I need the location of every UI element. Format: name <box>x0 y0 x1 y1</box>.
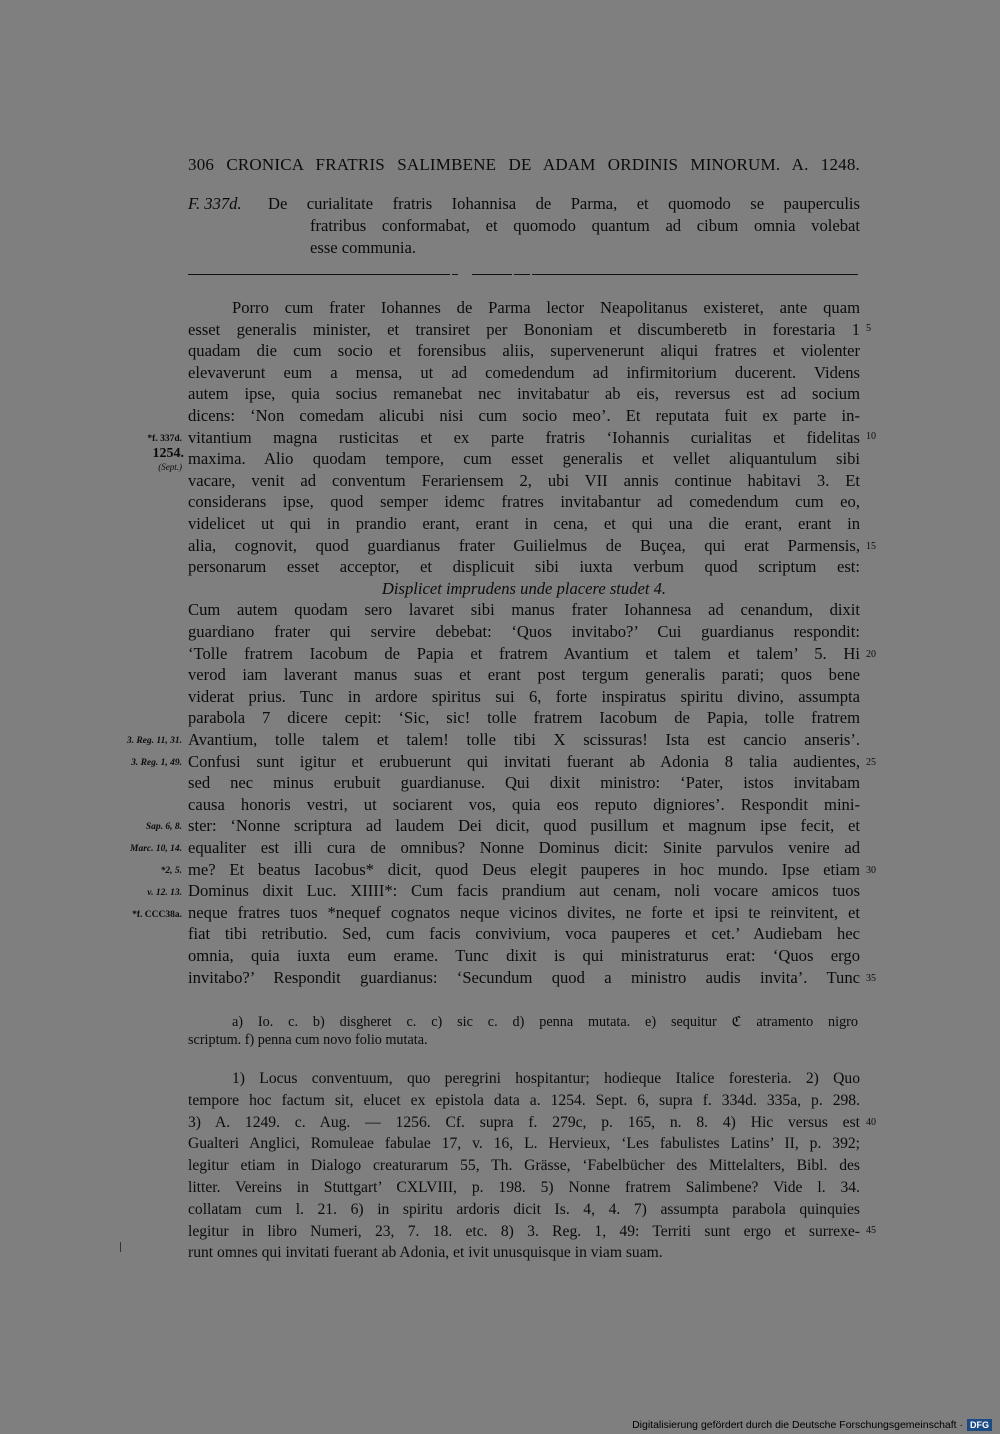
line-number: 5 <box>866 323 871 334</box>
line-number: 40 <box>866 1117 876 1128</box>
body-line: invitabo?’ Respondit guardianus: ‘Secundum quod a ministro audis invita’. Tunc <box>188 967 860 987</box>
footnote-line: collatam cum l. 21. 6) in spiritu ardoris dicit Is. 4, 4. 7) assumpta parabola quinquies <box>188 1200 860 1218</box>
rule-left <box>188 274 450 275</box>
body-line: dicens: ‘Non comedam alicubi nisi cum socio meo’. Et reputata fuit ex parte in- <box>188 406 860 425</box>
body-line: neque fratres tuos *nequef cognatos neque vicinos divites, ne forte et ipsi te reinvitent, et <box>188 902 860 922</box>
body-line: elevaverunt eum a mensa, ut ad comedendum ad infirmitorium ducerent. Videns <box>188 362 860 382</box>
body-line: parabola 7 dicere cepit: ‘Sic, sic! tolle fratrem Iacobum de Papia, tolle fratrem <box>188 708 860 728</box>
rubric-text-2: fratribus conformabat, et quomodo quantum ad cibum omnia volebat <box>310 216 860 235</box>
margin-note: 3. Reg. 1, 49. <box>131 758 182 768</box>
body-line: verod iam laverant manus suas et erant post tergum generalis parati; quos bene <box>188 665 860 685</box>
body-line: Avantium, tolle talem et talem! tolle tibi X scissuras! Ista est cancio anseris’. <box>188 730 860 749</box>
footnote-line: tempore hoc factum sit, elucet ex epistola data a. 1254. Sept. 6, supra f. 334d. 335a, p. 298. <box>188 1091 860 1109</box>
body-line: ster: ‘Nonne scriptura ad laudem Dei dicit, quod pusillum et magnum ipse fecit, et <box>188 816 860 836</box>
credit-text: Digitalisierung gefördert durch die Deutsche Forschungsgemeinschaft · <box>632 1419 963 1431</box>
running-year: A. 1248. <box>791 155 860 174</box>
body-line: considerans ipse, quod semper idemc fratres invitabantur ad comedendum cum eo, <box>188 492 860 512</box>
margin-note: *f. 337d. <box>147 434 182 444</box>
body-line: fiat tibi retributio. Sed, cum facis convivium, voca pauperes et cet.’ Audiebam hec <box>188 924 860 944</box>
rule-dash-1 <box>452 274 458 275</box>
footnote-line: 3) A. 1249. c. Aug. — 1256. Cf. supra f. 279c, p. 165, n. 8. 4) Hic versus est <box>188 1113 860 1131</box>
page-number: 306 <box>188 155 215 174</box>
body-line: maxima. Alio quodam tempore, cum esset generalis et vellet aliquantulum sibi <box>188 449 860 469</box>
line-number: 25 <box>866 757 876 768</box>
margin-date-year: 1254. <box>152 446 184 461</box>
line-number: 35 <box>866 973 876 984</box>
body-line: esset generalis minister, et transiret per Bononiam et discumberetb in forestaria 1 <box>188 319 860 339</box>
footnote-line: litter. Vereins in Stuttgart’ CXLVIII, p. 198. 5) Nonne fratrem Salimbene? Vide l. 34. <box>188 1179 860 1196</box>
line-number: 10 <box>866 431 876 442</box>
body-line: Confusi sunt igitur et erubuerunt qui invitati fuerant ab Adonia 8 talia audientes, <box>188 751 860 771</box>
body-line: me? Et beatus Iacobus* dicit, quod Deus elegit pauperes in hoc mundo. Ipse etiam <box>188 859 860 879</box>
running-title: CRONICA FRATRIS SALIMBENE DE ADAM ORDINIS MINORUM. <box>226 155 781 174</box>
apparatus-line: scriptum. f) penna cum novo folio mutata. <box>188 1032 428 1048</box>
margin-note: Marc. 10, 14. <box>130 844 182 854</box>
body-line: guardiano frater qui servire debebat: ‘Quos invitabo?’ Cui guardianus respondit: <box>188 622 860 641</box>
digitization-credit <box>632 1418 992 1432</box>
margin-note: 3. Reg. 11, 31. <box>126 736 182 746</box>
line-number: 45 <box>866 1225 876 1236</box>
footnote-line: Gualteri Anglici, Romuleae fabulae 17, v. 16, L. Hervieux, ‘Les fabulistes Latins’ II, p. 392; <box>188 1135 860 1153</box>
margin-note: *2, 5. <box>160 866 182 876</box>
rule-dash-2 <box>472 274 512 275</box>
body-line: omnia, quia iuxta eum erame. Tunc dixit is qui ministraturus erat: ‘Quos ergo <box>188 946 860 965</box>
body-line: causa honoris vestri, ut sociarent vos, quia eos reputo digniores’. Respondit mini- <box>188 794 860 814</box>
body-line: Displicet imprudens unde placere studet 4. <box>381 578 667 598</box>
margin-note: *f. CCC38a. <box>132 910 182 920</box>
body-line: ‘Tolle fratrem Iacobum de Papia et fratrem Avantium et talem et talem’ 5. Hi <box>188 643 860 663</box>
body-line: vacare, venit ad conventum Ferariensem 2, ubi VII annis continue habitavi 3. Et <box>188 470 860 490</box>
line-number: 15 <box>866 541 876 552</box>
folio-reference: F. 337d. <box>188 194 242 213</box>
footnote-line: legitur in libro Numeri, 23, 7. 18. etc. 8) 3. Reg. 1, 49: Territi sunt ergo et surrexe- <box>188 1222 860 1240</box>
body-line: quadam die cum socio et forensibus aliis, supervenerunt aliqui fratres et violenter <box>188 341 860 361</box>
running-header <box>188 153 860 177</box>
margin-date-note: (Sept.) <box>158 462 182 472</box>
body-line: Cum autem quodam sero lavaret sibi manus frater Iohannesa ad cenandum, dixit <box>188 600 860 620</box>
line-number: 30 <box>866 865 876 876</box>
rubric-text-3: esse communia. <box>310 238 416 257</box>
rule-right <box>532 274 858 275</box>
body-line: Dominus dixit Luc. XIIII*: Cum facis prandium aut cenam, noli vocare amicos tuos <box>188 881 860 901</box>
body-line: Porro cum frater Iohannes de Parma lector Neapolitanus existeret, ante quam <box>232 298 860 317</box>
rubric-first-line <box>188 193 860 215</box>
body-line: videlicet ut qui in prandio erant, erant in cena, et qui una die erant, erant in <box>188 514 860 533</box>
margin-mark <box>120 1242 121 1252</box>
body-line: autem ipse, quia socius remanebat nec invitabatur ab eis, reversus est ad socium <box>188 384 860 404</box>
margin-note: Sap. 6, 8. <box>145 822 182 832</box>
line-number: 20 <box>866 649 876 660</box>
footnote-line: 1) Locus conventuum, quo peregrini hospitantur; hodieque Italice foresteria. 2) Quo <box>232 1070 860 1087</box>
dfg-logo: DFG <box>967 1419 992 1431</box>
body-line: vitantium magna rusticitas et ex parte fratris ‘Iohannis curialitas et fidelitas <box>188 427 860 447</box>
footnote-line: legitur etiam in Dialogo creaturarum 55, Th. Grässe, ‘Fabelbücher des Mittelalters, Bibl. des <box>188 1157 860 1175</box>
rule-dash-3 <box>514 274 530 275</box>
body-line: personarum esset acceptor, et displicuit sibi iuxta verbum quod scriptum est: <box>188 557 860 577</box>
footnote-line: runt omnes qui invitati fuerant ab Adonia, et ivit unusquisque in viam suam. <box>188 1244 663 1262</box>
body-line: sed nec minus erubuit guardianuse. Qui dixit ministro: ‘Pater, istos invitabam <box>188 773 860 793</box>
margin-note: v. 12. 13. <box>147 888 182 898</box>
body-line: alia, cognovit, quod guardianus frater Guilielmus de Buçea, qui erat Parmensis, <box>188 535 860 555</box>
apparatus-line: a) Io. c. b) disgheret c. c) sic c. d) penna mutata. e) sequitur ℭ atramento nigro <box>232 1014 858 1030</box>
body-line: viderat prius. Tunc in ardore spiritus sui 6, forte inspiratus spiritu divino, assumpta <box>188 686 860 706</box>
body-line: equaliter est illi cura de omnibus? Nonne Dominus dicit: Sinite parvulos venire ad <box>188 838 860 857</box>
rubric-text-1: De curialitate fratris Iohannisa de Parma, et quomodo se pauperculis <box>268 194 860 213</box>
